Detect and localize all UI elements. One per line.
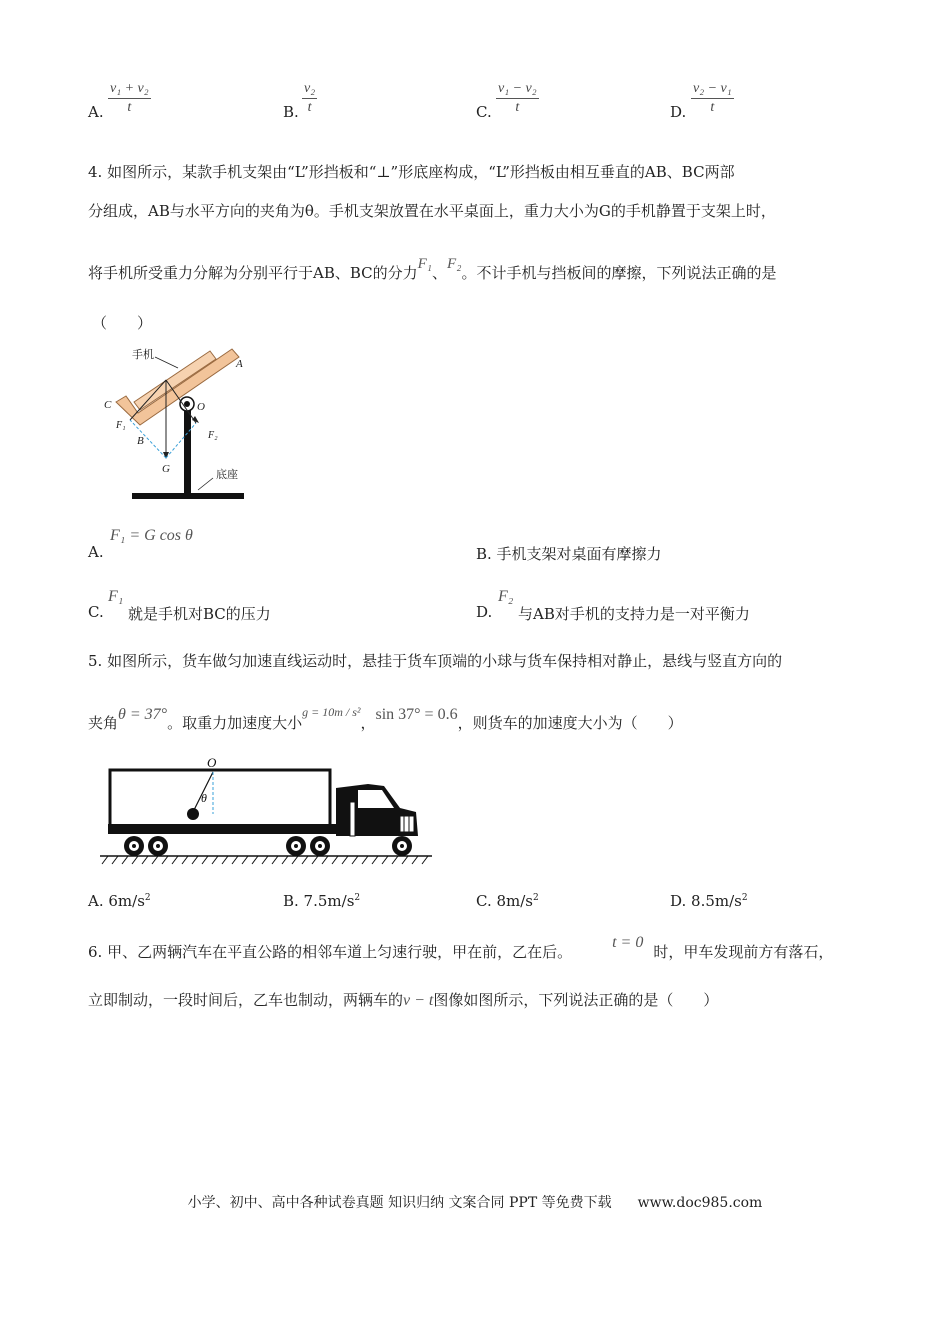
sin-formula: sin 37° = 0.6 [375, 706, 458, 723]
f2-symbol: F₂ [447, 256, 462, 272]
denominator: t [127, 100, 132, 115]
denominator: t [710, 100, 715, 115]
q4-option-d-text: 与AB对手机的支持力是一对平衡力 [518, 605, 750, 623]
label-o: O [197, 401, 205, 413]
q4-option-c-text: 就是手机对BC的压力 [128, 605, 271, 623]
label-o: O [207, 755, 217, 770]
q4-line-2: 分组成，AB与水平方向的夹角为θ。手机支架放置在水平桌面上，重力大小为G的手机静置于支架上时， [88, 202, 776, 220]
option-text: A. 6m/s [88, 892, 145, 910]
truck-figure [100, 752, 435, 870]
numerator: v₁ + v₂ [108, 80, 151, 99]
numerator: v₂ [302, 80, 317, 99]
q6-text-d: 图像如图所示，下列说法正确的是（ ） [433, 991, 719, 1009]
page-footer [0, 1192, 950, 1212]
q6-text-b: 时，甲车发现前方有落石， [653, 943, 834, 961]
label-f1: F₁ [116, 420, 126, 431]
separator: 、 [432, 264, 448, 282]
base-leader [198, 478, 213, 490]
q4-option-b: B. 手机支架对桌面有摩擦力 [476, 545, 662, 563]
option-sup: 2 [354, 893, 361, 903]
option-text: D. 8.5m/s [670, 892, 742, 910]
footer-url[interactable]: www.doc985.com [637, 1195, 763, 1211]
option-label: B. [283, 103, 299, 121]
q6-text-c: 立即制动，一段时间后，乙车也制动，两辆车的 [88, 991, 404, 1009]
fraction [496, 80, 539, 117]
label-base: 底座 [216, 469, 238, 481]
q5-comma: ， [360, 714, 376, 732]
f1-symbol: F₁ [417, 256, 433, 272]
trailer-chassis [108, 824, 348, 834]
q6-line-2 [88, 989, 718, 1010]
vt-formula: v − t [403, 992, 434, 1009]
q5-text-a: 夹角 [88, 714, 119, 732]
q4-line-3-text: 将手机所受重力分解为分别平行于AB、BC的分力 [88, 264, 418, 282]
fraction [302, 80, 317, 117]
q4-line-3 [88, 256, 777, 283]
f1-dashed [130, 420, 166, 458]
wheels [124, 836, 412, 856]
q4-option-c-symbol: F₁ [108, 588, 124, 605]
phone-stand-figure [100, 340, 260, 510]
option-label: D. [670, 103, 687, 121]
fraction [108, 80, 151, 117]
ball [187, 808, 199, 820]
g-formula: g = 10m / s² [302, 705, 361, 719]
q5-option-d [670, 892, 748, 910]
q6-text-a: 6. 甲、乙两辆汽车在平直公路的相邻车道上匀速行驶，甲在前，乙在后。 [88, 943, 573, 961]
q5-text-b: 。取重力加速度大小 [167, 714, 303, 732]
pivot-inner [184, 401, 190, 407]
option-sup: 2 [741, 893, 748, 903]
fraction [691, 80, 734, 117]
q5-option-b [283, 892, 360, 910]
footer-text: 小学、初中、高中各种试卷真题 知识归纳 文案合同 PPT 等免费下载 [187, 1195, 612, 1211]
q5-text-c: ，则货车的加速度大小为（ ） [457, 714, 683, 732]
denominator: t [515, 100, 520, 115]
label-phone: 手机 [132, 349, 154, 361]
q4-line-1: 4. 如图所示，某款手机支架由“L”形挡板和“⊥”形底座构成，“L”形挡板由相互垂直的AB、BC两部 [88, 163, 735, 181]
ground-hatching [102, 856, 428, 864]
phone-leader [155, 357, 178, 368]
q5-option-a [88, 892, 151, 910]
cab-door-line [350, 802, 355, 836]
q6-line-1 [88, 934, 834, 962]
q4-option-a-formula: F₁ = G cos θ [110, 527, 193, 544]
option-label: A. [88, 103, 104, 121]
label-b: B [137, 435, 144, 447]
q4-answer-paren: （ ） [92, 314, 153, 332]
grille [400, 816, 414, 832]
label-g: G [162, 463, 170, 475]
option-text: C. 8m/s [476, 892, 533, 910]
q4-option-d-label: D. [476, 603, 493, 621]
q5-line-1: 5. 如图所示，货车做匀加速直线运动时，悬挂于货车顶端的小球与货车保持相对静止，悬线与竖直方向的 [88, 652, 783, 670]
stand-pole [184, 410, 191, 496]
q5-line-2 [88, 705, 683, 733]
option-label: C. [476, 103, 492, 121]
numerator: v₂ − v₁ [691, 80, 734, 99]
f2-dashed [166, 423, 196, 458]
t-formula: t = 0 [612, 934, 644, 951]
denominator: t [307, 100, 312, 115]
q5-option-c [476, 892, 539, 910]
q4-option-d-symbol: F₂ [498, 588, 514, 605]
label-c: C [104, 399, 112, 411]
label-f2: F₂ [208, 430, 218, 441]
numerator: v₁ − v₂ [496, 80, 539, 99]
option-sup: 2 [533, 893, 539, 903]
option-sup: 2 [144, 893, 151, 903]
q4-line-3-tail: 。不计手机与挡板间的摩擦，下列说法正确的是 [461, 264, 777, 282]
q4-option-a-label: A. [88, 543, 104, 561]
option-text: B. 7.5m/s [283, 892, 355, 910]
theta-formula: θ = 37° [118, 706, 168, 723]
trailer-box [110, 770, 330, 828]
label-a: A [236, 358, 243, 370]
label-theta: θ [201, 791, 207, 805]
q4-option-c-label: C. [88, 603, 104, 621]
